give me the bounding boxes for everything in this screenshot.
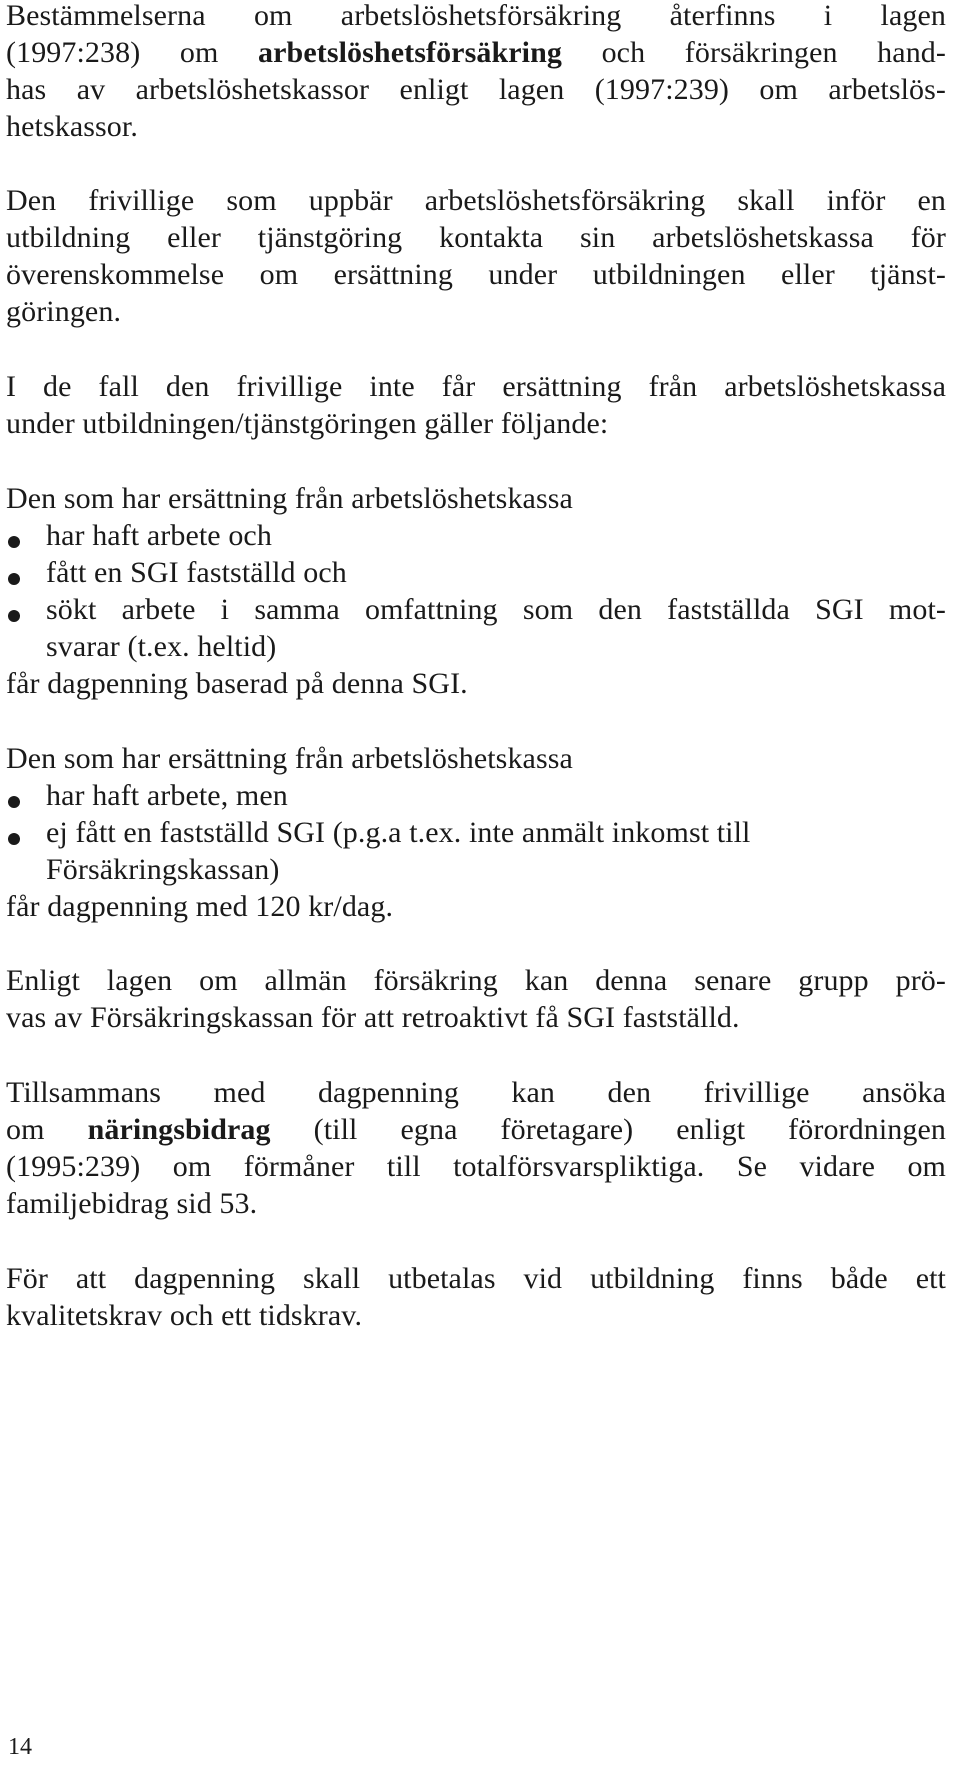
text-line: has av arbetslöshetskassor enligt lagen (1997:239) om arbetslös- <box>6 73 946 106</box>
text-line: om näringsbidrag (till egna företagare) enligt förordningen <box>6 1113 947 1146</box>
text-line: överenskommelse om ersättning under utbildningen eller tjänst- <box>6 258 946 291</box>
bold-term: arbetslöshetsförsäkring <box>258 36 562 69</box>
text-line: För att dagpenning skall utbetalas vid utbildning finns både ett <box>6 1262 946 1295</box>
text-line: Tillsammans med dagpenning kan den frivillige ansöka <box>6 1076 946 1109</box>
list-item: fått en SGI fastställd och <box>46 556 347 589</box>
list-intro: Den som har ersättning från arbetslöshetskassa <box>6 482 573 515</box>
text-line: göringen. <box>6 295 122 328</box>
text-line: Bestämmelserna om arbetslöshetsförsäkring återfinns i lagen <box>6 0 946 32</box>
text-line: vas av Försäkringskassan för att retroaktivt få SGI fastställd. <box>6 1001 740 1034</box>
text-line: utbildning eller tjänstgöring kontakta sin arbetslöshetskassa för <box>6 221 946 254</box>
text-line: under utbildningen/tjänstgöringen gäller följande: <box>6 407 609 440</box>
list-outro: får dagpenning med 120 kr/dag. <box>6 890 394 923</box>
bold-term: näringsbidrag <box>87 1113 271 1146</box>
text-line: I de fall den frivillige inte får ersättning från arbetslöshetskassa <box>6 370 946 403</box>
bullet-icon <box>8 796 20 808</box>
list-item: sökt arbete i samma omfattning som den fastställda SGI mot- <box>46 593 946 626</box>
bullet-icon <box>8 610 20 622</box>
text-line: (1997:238) om arbetslöshetsförsäkring och försäkringen hand- <box>6 36 946 69</box>
bullet-icon <box>8 536 20 548</box>
text-line: (1995:239) om förmåner till totalförsvarspliktiga. Se vidare om <box>6 1150 946 1183</box>
text-line: kvalitetskrav och ett tidskrav. <box>6 1299 363 1332</box>
list-item-continuation: Försäkringskassan) <box>46 853 280 886</box>
list-item-continuation: svarar (t.ex. heltid) <box>46 630 277 663</box>
text-line: familjebidrag sid 53. <box>6 1187 258 1220</box>
list-item: ej fått en fastställd SGI (p.g.a t.ex. inte anmält inkomst till <box>46 816 751 849</box>
list-intro: Den som har ersättning från arbetslöshetskassa <box>6 742 573 775</box>
text-line: hetskassor. <box>6 110 138 143</box>
page-number: 14 <box>8 1734 32 1760</box>
text-line: Den frivillige som uppbär arbetslöshetsförsäkring skall inför en <box>6 184 946 217</box>
list-outro: får dagpenning baserad på denna SGI. <box>6 667 468 700</box>
list-item: har haft arbete, men <box>46 779 288 812</box>
list-item: har haft arbete och <box>46 519 272 552</box>
bullet-icon <box>8 573 20 585</box>
text-line: Enligt lagen om allmän försäkring kan denna senare grupp prö- <box>6 964 946 997</box>
bullet-icon <box>8 833 20 845</box>
